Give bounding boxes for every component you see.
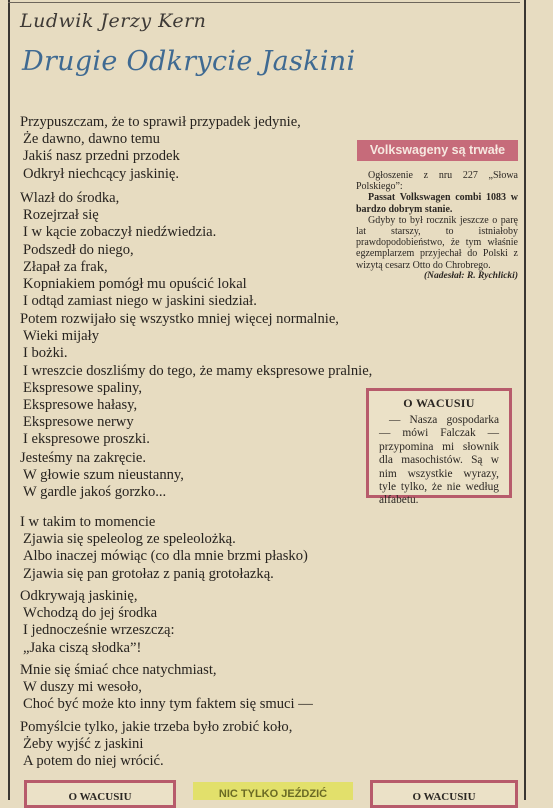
poem-line: Podszedł do niego,	[23, 241, 134, 258]
bottom-wacus-box-left-title: O WACUSIU	[68, 791, 132, 803]
poem-line: Kopniakiem pomógł mu opuścić lokal	[23, 276, 247, 293]
poem-line: W duszy mi wesoło,	[23, 679, 142, 696]
poem-line: Że dawno, dawno temu	[23, 131, 160, 148]
bottom-banner	[193, 782, 353, 800]
poem-line: Jakiś nasz przedni przodek	[23, 148, 180, 165]
poem-line: Mnie się śmiać chce natychmiast,	[20, 662, 217, 678]
poem-stanza	[20, 450, 184, 502]
right-column-rule	[524, 0, 526, 800]
poem-line: Albo inaczej mówiąc (co dla mnie brzmi płasko)	[23, 548, 308, 565]
poem-stanza	[20, 719, 292, 771]
poem-line: Złapał za frak,	[23, 258, 108, 275]
poem-stanza	[20, 311, 372, 449]
poem-line: I jednocześnie wrzeszczą:	[23, 622, 175, 639]
poem-line: Pomyślcie tylko, jakie trzeba było zrobić koło,	[20, 719, 293, 735]
poem-line: Rozejrzał się	[23, 207, 99, 224]
article-title: Drugie Odkrycie Jaskini	[22, 46, 356, 77]
poem-line: Ekspresowe hałasy,	[23, 397, 138, 414]
volkswagen-note-comment: Gdyby to był rocznik jeszcze o parę lat starszy, to istniałoby prawdopodobieństwo, że tym właśnie egzemplarzem przyjechał do Polski z wizytą cesarz Otto do Chrobrego.	[356, 214, 518, 271]
poem-stanza	[20, 190, 257, 310]
volkswagen-note-signature: (Nadesłał: R. Rychlicki)	[423, 270, 518, 281]
article-author: Ludwik Jerzy Kern	[20, 10, 207, 32]
wacus-box-text: — Nasza gospodarka — mówi Falczak — przypomina mi słownik dla masochistów. Są w nim wszystkie wyrazy, tyle tylko, że nie według alfabetu.	[379, 414, 499, 507]
poem-line: W gardle jakoś gorzko...	[23, 484, 167, 501]
left-column-rule	[8, 0, 10, 800]
poem-line: W głowie szum nieustanny,	[23, 467, 184, 484]
poem-line: A potem do niej wrócić.	[23, 753, 164, 770]
poem-line: Wchodzą do jej środka	[23, 605, 158, 622]
bottom-wacus-box-left	[24, 780, 176, 808]
wacus-box	[366, 388, 512, 507]
poem-line: Wieki mijały	[23, 328, 100, 345]
volkswagen-note-body	[352, 170, 518, 282]
poem-stanza	[20, 514, 308, 583]
bottom-wacus-box-right-title: O WACUSIU	[412, 791, 476, 803]
poem-line: I ekspresowe proszki.	[23, 431, 150, 448]
top-rule	[8, 2, 520, 3]
poem-line: „Jaka ciszą słodka”!	[23, 639, 142, 656]
poem-line: I w takim to momencie	[20, 514, 156, 530]
poem-line: I odtąd zamiast niego w jaskini siedział.	[23, 293, 257, 310]
poem-stanza	[20, 114, 301, 183]
volkswagen-note-quote: Passat Volkswagen combi 1083 w bardzo dobrym stanie.	[356, 192, 518, 215]
poem-line: Wlazł do środka,	[20, 190, 120, 206]
wacus-box-title: O WACUSIU	[403, 396, 475, 410]
poem-line: I bożki.	[23, 345, 68, 362]
poem-stanza	[20, 662, 313, 714]
poem-line: Żeby wyjść z jaskini	[23, 736, 144, 753]
volkswagen-note-heading: Volkswageny są trwałe	[357, 140, 518, 161]
poem-line: Odkrywają jaskinię,	[20, 588, 138, 604]
poem-line: Ekspresowe spaliny,	[23, 379, 143, 396]
poem-stanza	[20, 588, 175, 657]
bottom-banner-text: NIC TYLKO JEŹDZIĆ	[218, 788, 328, 800]
volkswagen-note-intro: Ogłoszenie z nru 227 „Słowa Polskiego”:	[356, 170, 518, 193]
poem-line: Zjawia się pan grotołaz z panią grotołazką.	[23, 565, 274, 582]
poem-line: I wreszcie doszliśmy do tego, że mamy ekspresowe pralnie,	[23, 362, 373, 379]
poem-line: Choć być może kto inny tym faktem się smuci —	[23, 696, 313, 713]
poem-line: Odkrył niechcący jaskinię.	[23, 165, 180, 182]
poem-line: Jesteśmy na zakręcie.	[20, 450, 147, 466]
poem-line: Ekspresowe nerwy	[23, 414, 134, 431]
poem-line: Potem rozwijało się wszystko mniej więcej normalnie,	[20, 311, 339, 327]
bottom-wacus-box-right	[370, 780, 518, 808]
volkswagen-note	[352, 140, 518, 282]
poem-line: Zjawia się speleolog ze speleolożką.	[23, 531, 236, 548]
poem-line: I w kącie zobaczył niedźwiedzia.	[23, 224, 217, 241]
poem-line: Przypuszczam, że to sprawił przypadek jedynie,	[20, 114, 301, 130]
